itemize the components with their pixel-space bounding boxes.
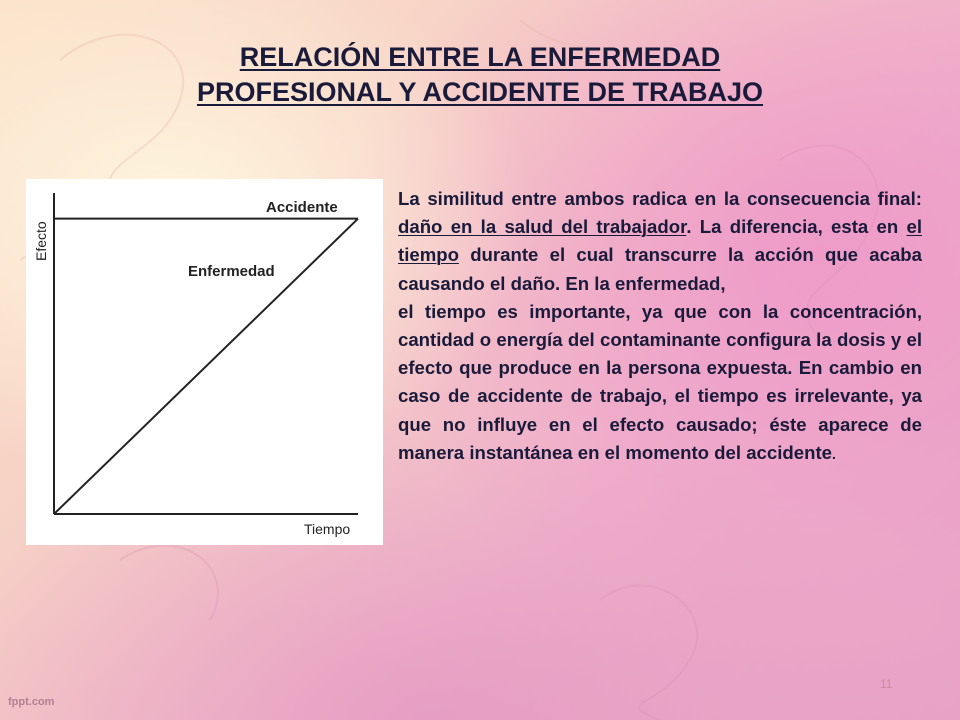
paragraph-2: el tiempo es importante, ya que con la concentración, cantidad o energía del contaminante configura la dosis y el efecto que produce en la persona expuesta. En cambio en caso de accidente de trabajo, el tiempo es irrelevante, ya que no influye en el efecto causado; éste aparece de manera instantánea en el momento del accidente. [398,300,922,463]
effect-time-chart [26,179,383,545]
title-line-1: RELACIÓN ENTRE LA ENFERMEDAD [239,42,721,72]
watermark: fppt.com [8,696,55,708]
y-axis-label: Efecto [33,221,49,261]
title-line-2: PROFESIONAL Y ACCIDENTE DE TRABAJO [196,77,764,107]
x-axis-label: Tiempo [304,521,351,537]
slide-title [0,40,960,110]
paragraph-1: La similitud entre ambos radica en la consecuencia final: daño en la salud del trabajador. La diferencia, esta en el tiempo durante el cual transcurre la acción que acaba causando el daño. En la enfermedad, [398,188,922,294]
series-label-accidente: Accidente [266,199,338,216]
body-text [398,185,922,468]
chart-svg [26,179,383,545]
series-label-enfermedad: Enfermedad [188,263,275,280]
underlined-phrase-tiempo: el tiempo [398,216,922,266]
underlined-phrase-dano: daño en la salud del trabajador [398,216,687,238]
page-number: 11 [880,677,893,691]
